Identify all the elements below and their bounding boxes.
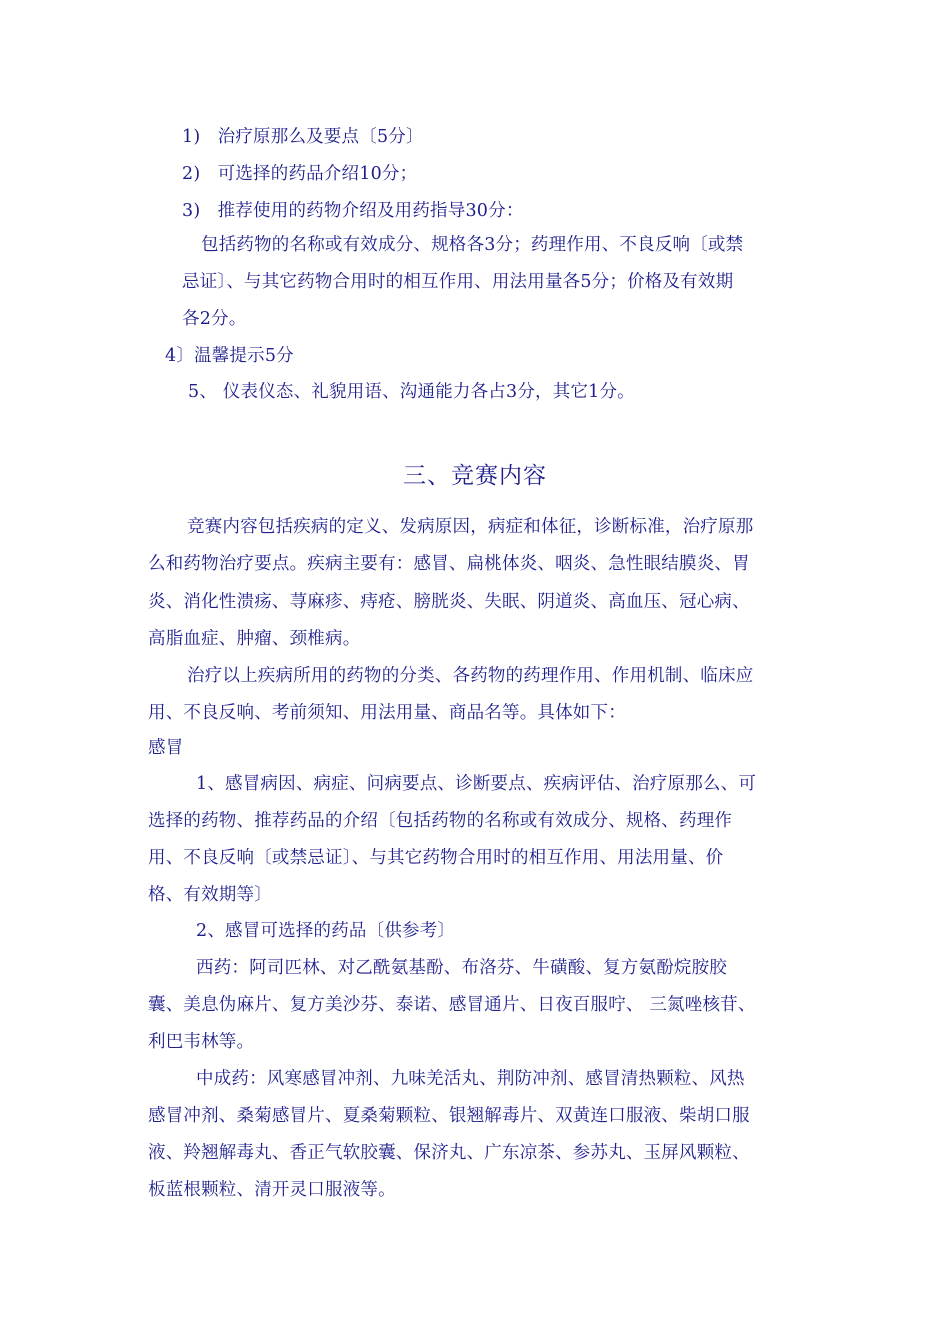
criteria-item-5: 5、 仪表仪态、礼貌用语、沟通能力各占3分，其它1分。 xyxy=(188,382,635,402)
intro-paragraph-line: 竞赛内容包括疾病的定义、发病原因，病症和体征，诊断标准，治疗原那 xyxy=(187,517,754,537)
section-title: 三、竞赛内容 xyxy=(403,463,547,489)
criteria-item-3: 3) 推荐使用的药物介绍及用药指导30分： xyxy=(182,201,524,221)
criteria-item-1: 1) 治疗原那么及要点〔5分〕 xyxy=(182,127,424,147)
point-1-line: 用、不良反响〔或禁忌证〕、与其它药物合用时的相互作用、用法用量、价 xyxy=(148,848,724,868)
drug-paragraph-line: 治疗以上疾病所用的药物的分类、各药物的药理作用、作用机制、临床应 xyxy=(187,666,754,686)
chinese-medicine-line: 板蓝根颗粒、清开灵口服液等。 xyxy=(148,1180,396,1200)
criteria-item-3-detail-line: 各2分。 xyxy=(182,309,247,329)
criteria-item-3-detail-line: 包括药物的名称或有效成分、规格各3分；药理作用、不良反响〔或禁 xyxy=(201,235,744,255)
intro-paragraph-line: 么和药物治疗要点。疾病主要有：感冒、扁桃体炎、咽炎、急性眼结膜炎、胃 xyxy=(148,554,750,574)
western-medicine-line: 西药：阿司匹林、对乙酰氨基酚、布洛芬、牛磺酸、复方氨酚烷胺胶 xyxy=(196,958,727,978)
intro-paragraph-line: 高脂血症、肿瘤、颈椎病。 xyxy=(148,629,361,649)
point-1-line: 格、有效期等〕 xyxy=(148,885,272,905)
chinese-medicine-line: 感冒冲剂、桑菊感冒片、夏桑菊颗粒、银翘解毒片、双黄连口服液、柴胡口服 xyxy=(148,1106,750,1126)
subheading-cold: 感冒 xyxy=(148,738,184,758)
chinese-medicine-line: 中成药：风寒感冒冲剂、九味羌活丸、荆防冲剂、感冒清热颗粒、风热 xyxy=(196,1069,745,1089)
criteria-item-3-detail-line: 忌证〕、与其它药物合用时的相互作用、用法用量各5分；价格及有效期 xyxy=(182,272,734,292)
intro-paragraph-line: 炎、消化性溃疡、荨麻疹、痔疮、膀胱炎、失眠、阴道炎、高血压、冠心病、 xyxy=(148,592,750,612)
point-2: 2、感冒可选择的药品〔供参考〕 xyxy=(196,921,456,941)
criteria-item-4: 4〕温馨提示5分 xyxy=(165,346,294,366)
western-medicine-line: 囊、美息伪麻片、复方美沙芬、泰诺、感冒通片、日夜百服咛、 三氮唑核苷、 xyxy=(148,995,756,1015)
drug-paragraph-line: 用、不良反响、考前须知、用法用量、商品名等。具体如下： xyxy=(148,703,626,723)
criteria-item-2: 2) 可选择的药品介绍10分； xyxy=(182,164,418,184)
point-1-line: 选择的药物、推荐药品的介绍〔包括药物的名称或有效成分、规格、药理作 xyxy=(148,811,733,831)
chinese-medicine-line: 液、羚翘解毒丸、香正气软胶囊、保济丸、广东凉茶、参苏丸、玉屏风颗粒、 xyxy=(148,1143,750,1163)
point-1-line: 1、感冒病因、病症、问病要点、诊断要点、疾病评估、治疗原那么、可 xyxy=(196,774,757,794)
western-medicine-line: 利巴韦林等。 xyxy=(148,1032,255,1052)
